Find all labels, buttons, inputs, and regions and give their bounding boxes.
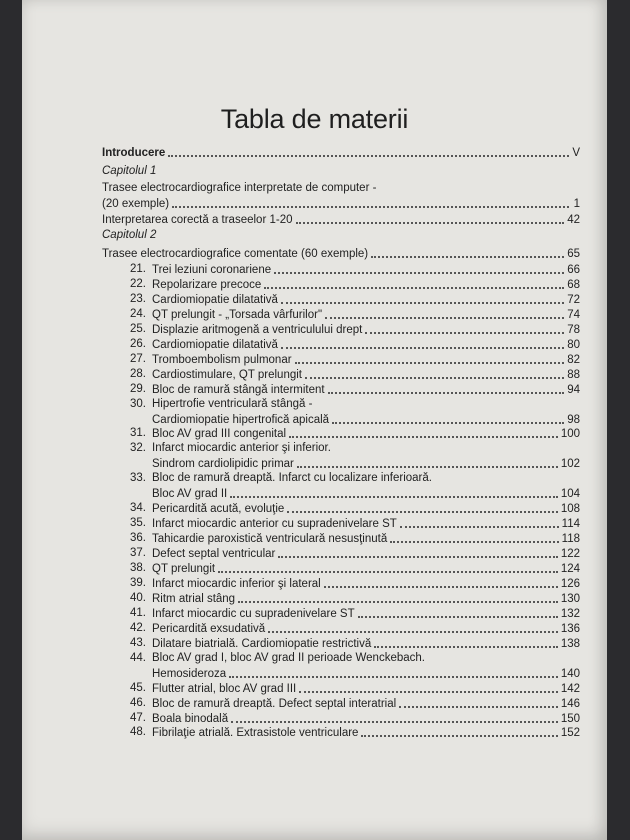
toc-entry xyxy=(152,382,580,397)
entry-number: 45. xyxy=(130,681,146,694)
entry-number: 22. xyxy=(130,277,146,290)
entry-label: Trei leziuni coronariene xyxy=(152,264,272,276)
entry-line: Bloc AV grad I, bloc AV grad II perioade Wenckebach. xyxy=(152,651,425,664)
page-number: 138 xyxy=(560,637,580,650)
entry-label: QT prelungit xyxy=(152,563,216,575)
entry-number: 38. xyxy=(130,562,146,574)
chapter-heading: Capitolul 2 xyxy=(102,229,157,241)
entry-label: Boala binodală xyxy=(152,712,229,725)
toc-entry xyxy=(152,546,580,561)
leader-dots xyxy=(287,511,557,513)
page-number: 152 xyxy=(560,727,580,740)
leader-dots xyxy=(400,526,559,528)
book-page xyxy=(22,0,607,840)
toc-entry xyxy=(102,196,580,211)
toc-entry xyxy=(152,531,580,546)
entry-number: 46. xyxy=(130,696,146,709)
leader-dots xyxy=(371,256,564,258)
toc-entry xyxy=(152,666,580,681)
leader-dots xyxy=(325,317,564,319)
toc-entry xyxy=(102,246,580,261)
page-number: 136 xyxy=(560,622,580,635)
entry-label: Cardiomiopatie dilatativă xyxy=(152,293,278,306)
page-number: 142 xyxy=(560,682,580,695)
entry-number: 42. xyxy=(130,621,146,634)
entry-label: Fibrilaţie atrială. Extrasistole ventriculare xyxy=(152,727,359,740)
entry-number: 39. xyxy=(130,576,146,589)
entry-label: Cardiomiopatie dilatativă xyxy=(152,338,278,351)
toc-entry xyxy=(152,292,580,307)
entry-number: 21. xyxy=(130,263,146,275)
entry-number: 27. xyxy=(130,352,146,365)
page-number: 78 xyxy=(567,323,580,336)
entry-label: Displazie aritmogenă a ventriculului drept xyxy=(152,323,363,336)
page-number: 126 xyxy=(560,577,580,590)
leader-dots xyxy=(230,496,558,498)
entry-number: 37. xyxy=(130,547,146,560)
entry-label: Sindrom cardiolipidic primar xyxy=(152,458,294,471)
toc-entry xyxy=(152,591,580,606)
page-number: 98 xyxy=(567,413,580,426)
page-number: 72 xyxy=(567,293,580,306)
page-number: 74 xyxy=(567,308,580,321)
entry-number: 25. xyxy=(130,322,146,335)
toc-entry xyxy=(152,277,580,292)
page-title: Tabla de materii xyxy=(220,104,409,134)
leader-dots xyxy=(299,691,558,693)
leader-dots xyxy=(281,347,564,349)
page-number: 118 xyxy=(561,533,580,546)
toc-entry xyxy=(152,696,580,711)
leader-dots xyxy=(296,222,565,224)
leader-dots xyxy=(332,422,564,424)
leader-dots xyxy=(274,272,564,274)
entry-label: Interpretarea corectă a traseelor 1-20 xyxy=(102,214,293,226)
toc-entry xyxy=(152,561,580,576)
leader-dots xyxy=(297,466,558,468)
entry-label: Trasee electrocardiografice comentate (60 exemple) xyxy=(102,248,369,260)
entry-number: 44. xyxy=(130,651,146,664)
page-number: 66 xyxy=(567,264,580,276)
leader-dots xyxy=(218,571,558,573)
entry-label: QT prelungit - „Torsada vârfurilor" xyxy=(152,308,323,321)
entry-number: 43. xyxy=(130,636,146,649)
leader-dots xyxy=(168,155,569,157)
entry-number: 36. xyxy=(130,532,146,545)
leader-dots xyxy=(264,287,564,289)
page-number: 150 xyxy=(560,712,580,725)
leader-dots xyxy=(278,556,557,558)
page-number: 132 xyxy=(560,607,580,620)
page-number: 82 xyxy=(567,353,580,366)
toc-entry xyxy=(152,456,580,471)
page-number: 140 xyxy=(560,667,580,680)
toc-entry xyxy=(152,725,580,740)
entry-line: Hipertrofie ventriculară stângă - xyxy=(152,397,313,410)
toc-entry xyxy=(152,352,580,367)
entry-label: Infarct miocardic anterior cu supradenivelare ST xyxy=(152,518,397,531)
entry-number: 31. xyxy=(130,427,146,440)
leader-dots xyxy=(328,392,565,394)
entry-label: Pericardită acută, evoluţie xyxy=(152,503,285,516)
entry-number: 24. xyxy=(130,307,146,320)
page-number: V xyxy=(572,147,580,159)
leader-dots xyxy=(361,735,557,737)
leader-dots xyxy=(390,541,558,543)
entry-label: Defect septal ventricular xyxy=(152,548,276,561)
leader-dots xyxy=(295,362,565,364)
entry-number: 47. xyxy=(130,711,146,724)
entry-number: 26. xyxy=(130,337,146,350)
entry-number: 28. xyxy=(130,367,146,380)
page-number: 104 xyxy=(560,488,580,501)
entry-line: Trasee electrocardiografice interpretate de computer - xyxy=(102,182,377,194)
toc-entry xyxy=(152,412,580,427)
page-number: 146 xyxy=(560,697,580,710)
entry-line: Infarct miocardic anterior şi inferior. xyxy=(152,442,331,455)
page-number: 108 xyxy=(560,503,580,516)
entry-number: 32. xyxy=(130,442,146,455)
page-number: 42 xyxy=(567,214,580,226)
leader-dots xyxy=(358,616,558,618)
toc-entry xyxy=(152,681,580,696)
entry-label: Dilatare biatrială. Cardiomiopatie restrictivă xyxy=(152,637,372,650)
entry-label: Bloc de ramură dreaptă. Defect septal interatrial xyxy=(152,697,397,710)
entry-label: Ritm atrial stâng xyxy=(152,592,236,605)
leader-dots xyxy=(231,721,558,723)
page-number: 124 xyxy=(560,563,580,575)
page-number: 114 xyxy=(561,518,580,531)
toc-entry xyxy=(152,322,580,337)
entry-number: 35. xyxy=(130,517,146,530)
toc-entry xyxy=(102,212,580,227)
toc-entry xyxy=(152,367,580,382)
toc-entry xyxy=(152,516,580,531)
page-number: 80 xyxy=(567,338,580,351)
toc-entry xyxy=(152,606,580,621)
entry-number: 33. xyxy=(130,472,146,485)
leader-dots xyxy=(172,206,569,208)
entry-line: Bloc de ramură dreaptă. Infarct cu localizare inferioară. xyxy=(152,472,432,485)
toc-entry xyxy=(152,621,580,636)
entry-label: Bloc AV grad II xyxy=(152,488,228,501)
leader-dots xyxy=(238,601,558,603)
toc-entry xyxy=(152,426,580,441)
leader-dots xyxy=(365,332,564,334)
entry-label: Introducere xyxy=(102,147,166,159)
toc-entry-introducere xyxy=(102,145,580,160)
page-number: 88 xyxy=(567,368,580,381)
entry-label: Hemosideroza xyxy=(152,667,227,680)
toc-entry xyxy=(152,337,580,352)
page-number: 1 xyxy=(573,198,580,210)
entry-label: Tromboembolism pulmonar xyxy=(152,353,292,366)
leader-dots xyxy=(229,676,558,678)
entry-label: Tahicardie paroxistică ventriculară nesusţinută xyxy=(152,533,388,546)
entry-number: 29. xyxy=(130,382,146,395)
leader-dots xyxy=(268,631,558,633)
entry-label: Bloc AV grad III congenital xyxy=(152,428,287,441)
entry-number: 30. xyxy=(130,397,146,410)
chapter-heading: Capitolul 1 xyxy=(102,165,157,177)
entry-label: Bloc de ramură stângă intermitent xyxy=(152,383,325,396)
entry-number: 40. xyxy=(130,591,146,604)
page-number: 94 xyxy=(567,383,580,396)
page-number: 100 xyxy=(560,428,580,441)
page-number: 68 xyxy=(567,278,580,291)
leader-dots xyxy=(374,646,558,648)
toc-entry xyxy=(152,501,580,516)
toc-entry xyxy=(152,711,580,726)
toc-entry xyxy=(152,486,580,501)
entry-number: 41. xyxy=(130,606,146,619)
entry-label: Repolarizare precoce xyxy=(152,278,262,291)
toc-entry xyxy=(152,636,580,651)
toc-entry xyxy=(152,307,580,322)
entry-label: Cardiomiopatie hipertrofică apicală xyxy=(152,413,330,426)
entry-number: 34. xyxy=(130,502,146,515)
leader-dots xyxy=(324,586,558,588)
leader-dots xyxy=(281,302,564,304)
page-number: 102 xyxy=(560,458,580,471)
entry-label: Pericardită exsudativă xyxy=(152,622,266,635)
entry-label: (20 exemple) xyxy=(102,198,170,210)
entry-label: Infarct miocardic inferior şi lateral xyxy=(152,577,321,590)
entry-label: Infarct miocardic cu supradenivelare ST xyxy=(152,607,355,620)
page-number: 122 xyxy=(560,548,580,561)
entry-number: 48. xyxy=(130,726,146,739)
leader-dots xyxy=(305,377,564,379)
leader-dots xyxy=(399,706,558,708)
entry-label: Cardiostimulare, QT prelungit xyxy=(152,368,302,381)
toc-entry xyxy=(152,262,580,277)
page-number: 130 xyxy=(560,592,580,605)
toc-entry xyxy=(152,576,580,591)
entry-label: Flutter atrial, bloc AV grad III xyxy=(152,682,297,695)
leader-dots xyxy=(289,436,558,438)
entry-number: 23. xyxy=(130,292,146,305)
page-number: 65 xyxy=(567,248,580,260)
